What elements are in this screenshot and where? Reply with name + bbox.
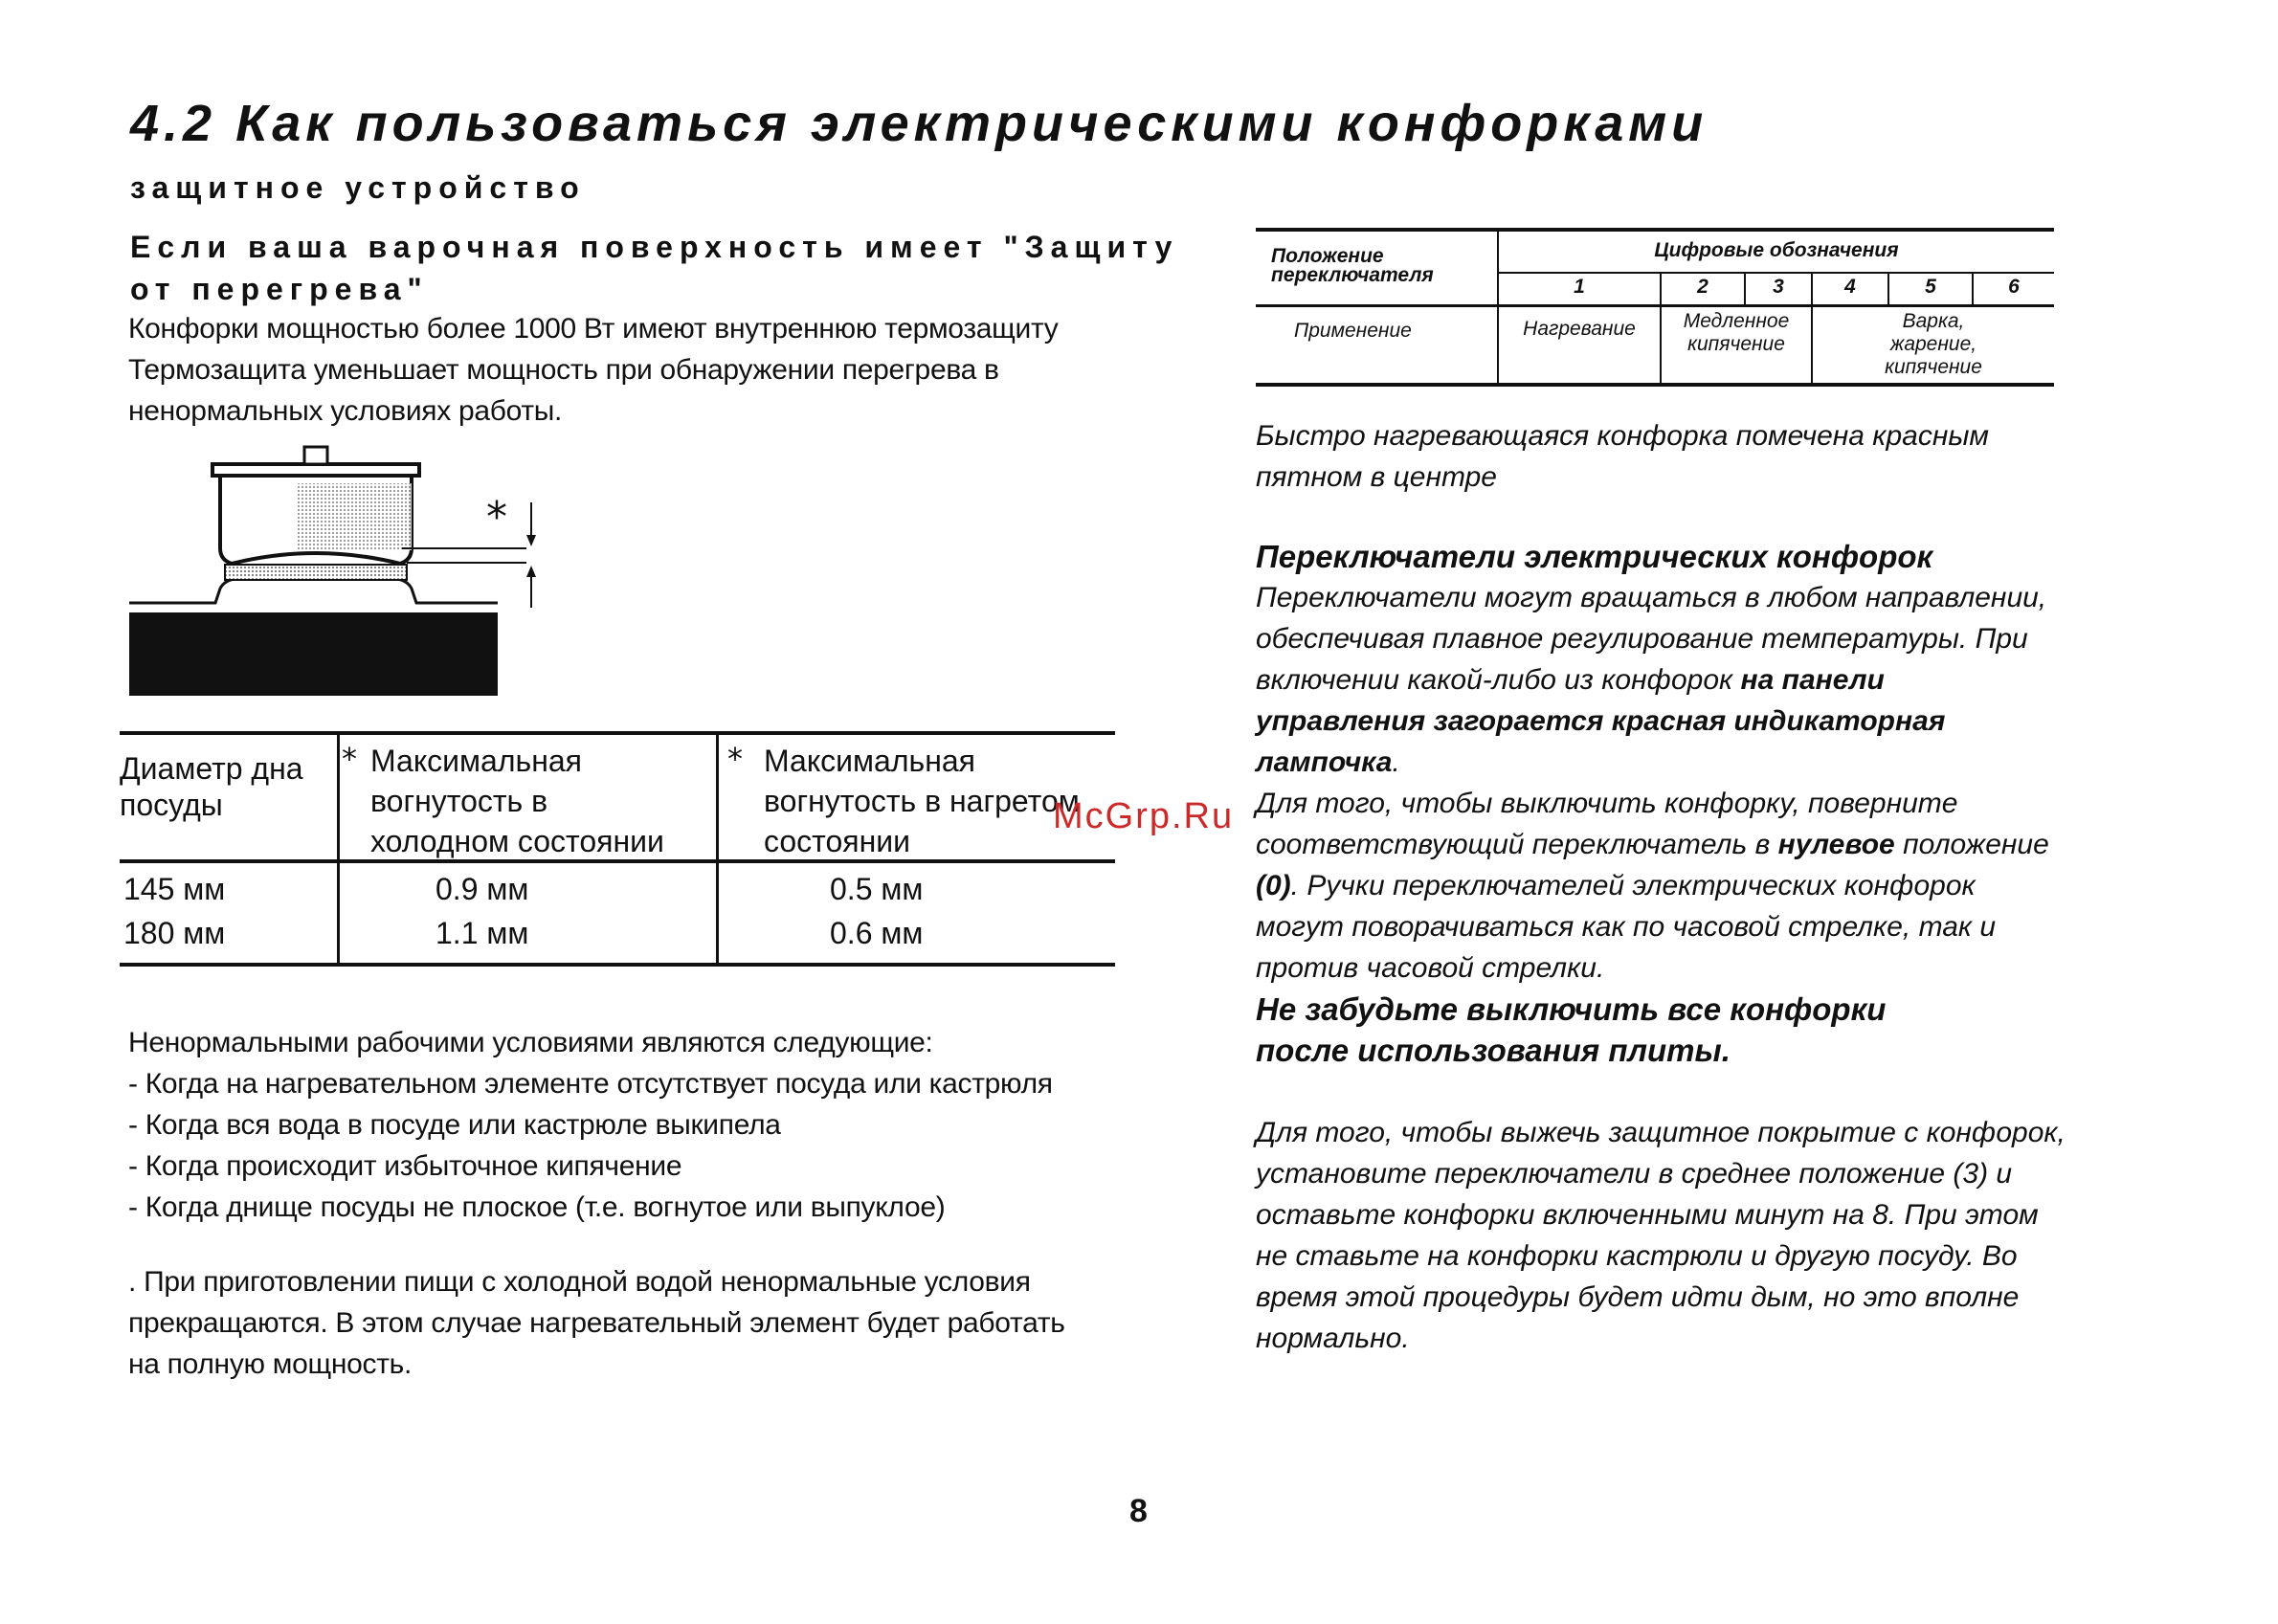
list-item: - Когда днище посуды не плоское (т.е. вогнутое или выпуклое) bbox=[128, 1191, 946, 1223]
table-row: 145 мм bbox=[123, 872, 226, 906]
page-number: 8 bbox=[1129, 1493, 1148, 1529]
usage-label: Применение bbox=[1294, 320, 1412, 342]
watermark: McGrp.Ru bbox=[1053, 796, 1235, 836]
setting-number: 3 bbox=[1773, 276, 1784, 298]
overheat-heading bbox=[130, 226, 1183, 310]
setting-number: 5 bbox=[1925, 276, 1936, 298]
table-cell: 0.9 мм bbox=[436, 872, 529, 906]
digital-label: Цифровые обозначения bbox=[1654, 239, 1899, 261]
asterisk-mark: * bbox=[727, 741, 743, 777]
setting-number: 6 bbox=[2008, 276, 2020, 298]
list-item: - Когда происходит избыточное кипячение bbox=[128, 1150, 682, 1182]
warning-line: Не забудьте выключить все конфорки bbox=[1256, 991, 1887, 1027]
table-cell: 1.1 мм bbox=[436, 916, 529, 950]
switches-heading: Переключатели электрических конфорок bbox=[1256, 539, 1933, 574]
setting-number: 4 bbox=[1844, 276, 1856, 298]
cold-water-paragraph: . При приготовлении пищи с холодной водой ненормальные условия прекращаются. В этом случае нагревательный элемент будет работать на полную мощность. bbox=[128, 1266, 1065, 1380]
overheat-heading-line: от перегрева" bbox=[130, 272, 429, 306]
setting-number: 2 bbox=[1697, 276, 1708, 298]
list-item: - Когда на нагревательном элементе отсутствует посуда или кастрюля bbox=[128, 1068, 1053, 1100]
list-item: - Когда вся вода в посуде или кастрюле выкипела bbox=[128, 1109, 781, 1141]
usage-heating: Нагревание bbox=[1523, 318, 1636, 340]
overheat-paragraph bbox=[128, 308, 1181, 432]
usage-slow-boil: Медленное кипячение bbox=[1683, 310, 1790, 355]
pot-lid bbox=[212, 464, 419, 476]
header-diameter: Диаметр дна посуды bbox=[120, 751, 303, 822]
header-hot-concavity: Максимальная вогнутость в нагретом состоянии bbox=[764, 744, 1080, 858]
burn-in-paragraph: Для того, чтобы выжечь защитное покрытие с конфорок, установите переключатели в среднее положение (3) и оставьте конфорки включенными минут на 8. При этом не ставьте на конфорки кастрюли и другую посуду. Во время этой процедуры будет идти дым, но это вполне нормально. bbox=[1256, 1117, 2066, 1354]
arrowhead bbox=[526, 566, 536, 577]
table-row: 180 мм bbox=[123, 916, 226, 950]
switches-section: Переключатели электрических конфорок Переключатели могут вращаться в любом направлении, обеспечивая плавное регулирование температуры. При включении какой-либо из конфорок на панели управления загорается красная индикаторная лампочка. Для того, чтобы выключить конфорку, поверните соответствующий переключатель в нулевое положение (0). Ручки переключателей электрических конфорок могут поворачиваться как по часовой стрелке, так и против часовой стрелки. Не забудьте выключить все конфорки после использования плиты. bbox=[1256, 536, 2079, 1071]
usage-cooking: Варка, жарение, кипячение bbox=[1885, 310, 1982, 378]
asterisk-mark: * bbox=[342, 741, 357, 777]
arrowhead bbox=[526, 535, 536, 546]
concavity-table bbox=[120, 731, 1115, 967]
overheat-heading-line: Если ваша варочная поверхность имеет "Защиту bbox=[130, 230, 1179, 264]
pot-shading bbox=[297, 483, 412, 550]
pot-figure bbox=[124, 435, 584, 703]
section-subtitle: защитное устройство bbox=[130, 170, 586, 205]
dimension-asterisk: * bbox=[486, 493, 507, 542]
overheat-line: Конфорки мощностью более 1000 Вт имеют внутреннюю термозащиту bbox=[128, 313, 1059, 345]
settings-table bbox=[1256, 228, 2054, 387]
header-cold-concavity: Максимальная вогнутость в холодном состоянии bbox=[370, 744, 664, 858]
page-title: 4.2 Как пользоваться электрическими конфорками bbox=[130, 95, 1708, 152]
overheat-line: Термозащита уменьшает мощность при обнаружении перегрева в bbox=[128, 354, 999, 386]
burner-element bbox=[225, 565, 407, 580]
table-cell: 0.5 мм bbox=[830, 872, 924, 906]
position-label: Положение переключателя bbox=[1271, 245, 1434, 286]
hob-surface-line bbox=[129, 579, 498, 603]
warning-line: после использования плиты. bbox=[1256, 1033, 1731, 1068]
abnormal-list bbox=[128, 1022, 1181, 1228]
overheat-line: ненормальных условиях работы. bbox=[128, 395, 563, 427]
hob-base bbox=[129, 612, 498, 696]
table-cell: 0.6 мм bbox=[830, 916, 924, 950]
setting-number: 1 bbox=[1574, 276, 1585, 298]
abnormal-intro: Ненормальными рабочими условиями являются следующие: bbox=[128, 1027, 933, 1058]
lid-knob bbox=[304, 447, 327, 464]
quick-burner-note: Быстро нагревающаяся конфорка помечена красным пятном в центре bbox=[1256, 420, 1989, 493]
